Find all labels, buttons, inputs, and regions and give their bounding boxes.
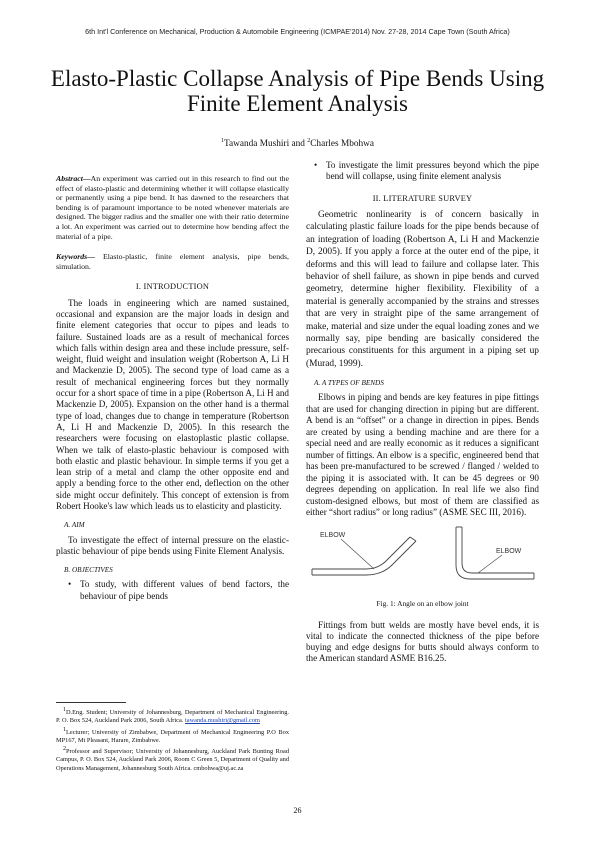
footnote-1-mark: 1 <box>63 707 66 713</box>
elbow-joint-diagram <box>306 525 539 591</box>
elbow-figure <box>306 525 539 594</box>
after-figure-paragraph: Fittings from butt welds are mostly have bevel ends, it is vital to indicate the connected thickness of the pipe before buying and edge designs for butts should always conform to the American standard ASME B16.25. <box>306 619 539 664</box>
paper-title: Elasto-Plastic Collapse Analysis of Pipe Bends Using Finite Element Analysis <box>50 66 545 116</box>
literature-heading: II. LITERATURE SURVEY <box>372 193 473 203</box>
keywords <box>56 252 289 271</box>
objectives-list-continued <box>306 160 539 183</box>
footnote-1-text: D.Eng. Student; University of Johannesburg, Department of Mechanical Engineering. P. O. Box 524, Auckland Park 2006, South Africa. <box>56 709 289 725</box>
objectives-heading: B. OBJECTIVES <box>64 566 113 575</box>
list-item <box>314 160 539 183</box>
figure-caption: Fig. 1: Angle on an elbow joint <box>376 599 469 609</box>
objectives-list <box>56 579 289 602</box>
footnote-rule <box>56 702 126 703</box>
elbow-right-outer <box>456 527 534 579</box>
intro-paragraph: The loads in engineering which are named sustained, occasional and expansion are the major loads in design and finite element categories that occur to pipes and leads to failure. Sustained loads are as a result of mechanical forces which falls within design area and these include pressure, self-weight, fluid weight and insulation weight (Robertson A, Li H and Mackenzie D, 2005). The second type of load came as a result of mechanical engineering forces but they normally occur for a short space of time in a pipe (Robertson A, Li H and Mackenzie D, 2005). Expansion on the other hand is a thermal type of load, changes due to change in temperature (Robertson A, Li H and Mackenzie D, 2005). In this research the researchers were focusing on elastoplastic plastic collapse. When we talk of elasto-plastic behaviour is composed with both elastic and plastic behaviour. In simple terms if you get a lean strip of a metal and clamp the other opposite end and apply a bending force to the other end, deflection on the other side might occur definitely. This concept of extension is from Robert Hooke's law which leads us to elasticity and plasticity. <box>56 297 289 511</box>
bullet-icon: • <box>314 160 318 170</box>
intro-heading: I. INTRODUCTION <box>135 282 210 292</box>
keywords-label: Keywords <box>56 252 88 262</box>
authors <box>0 138 595 149</box>
types-paragraph: Elbows in piping and bends are key features in pipe fittings that are used for changing direction in piping but are different. A bend is an “offset” or a change in direction in pipes. Bends are created by using a bending machine and are there for a special need and are really economic as it reduces a significant number of fittings. An elbow is a specific, engineered bend that has been pre-manufactured to be screwed / flanged / welded to the piping it is associated with. It can be 45 degrees or 90 degrees depending on application. In real life we also find custom-designed elbows, but most of them are classified as either “short radius” or long radius” (ASME SEC III, 2016). <box>306 392 539 518</box>
elbow-left-end <box>410 537 416 541</box>
author-1: Tawanda Mushiri and <box>223 139 308 150</box>
elbow-right-leader <box>478 555 502 573</box>
abstract-dash: — <box>82 174 91 183</box>
keywords-dash: — <box>87 252 103 262</box>
author-2: Charles Mbohwa <box>310 139 375 150</box>
footnote-2-mark: 2 <box>63 746 66 753</box>
footnote-1 <box>56 706 289 726</box>
elbow-left-drawing <box>312 537 416 575</box>
footnote-1-email-link[interactable]: tawanda.mushiri@gmail.com <box>185 717 260 725</box>
elbow-label-2: ELBOW <box>496 547 522 555</box>
right-column <box>306 160 539 665</box>
footnotes <box>56 702 289 773</box>
elbow-left-leader <box>341 539 374 569</box>
aim-paragraph: To investigate the effect of internal pressure on the elastic-plastic behaviour of pipe bends using Finite Element Analysis. <box>56 534 289 556</box>
left-column <box>56 170 289 605</box>
page-number: 26 <box>293 806 302 815</box>
footnote-2-text: Professor and Supervisor; University of Johannesburg, Auckland Park Bunting Road Campus, P. O. Box 524, Auckland Park 2006, Room C Green 5, Department of Quality and Operations Management, Johannesburg South Africa. cmbohwa@uj.ac.za <box>56 748 289 772</box>
footnote-1b-text: Lecturer; University of Zimbabwe, Department of Mechanical Engineering P.O Box MP167, Mt Pleasant, Harare, Zimbabwe. <box>56 728 289 744</box>
abstract <box>56 174 289 241</box>
conference-header: 6th Int'l Conference on Mechanical, Production & Automobile Engineering (ICMPAE'2014) Nov. 27-28, 2014 Cape Town (South Africa) <box>85 27 510 36</box>
footnote-1b-mark: 1 <box>63 726 66 733</box>
abstract-text: An experiment was carried out in this research to find out the effect of elasto-plastic and determining whether it will collapse elastically or permanently using a pipe bend. It has dawned to the researchers that bending is of paramount importance to be noted whenever materials are designed. The bigger radius and the smaller one with their ratio determine a lot. An experiment was carried out to determine how bending affect the material of a pipe. <box>56 174 289 241</box>
elbow-left-outer <box>312 537 410 569</box>
keywords-text: Elasto-plastic, finite element analysis, pipe bends, simulation. <box>56 252 289 271</box>
footnote-1b <box>56 726 289 746</box>
literature-paragraph: Geometric nonlinearity is of concern basically in calculating plastic failure loads for the pipe bends because of an integration of loading (Robertson A, Li H and Mackenzie D, 2005). If you apply a force at the outer end of the pipe, it deforms and this will lead to failure and collapse later. This behavior of shell failure, as shown in pipe bends and curved geometry, determine higher flexibility. Flexibility of a material is generally accompanied by the strains and stresses that are very in straight pipe of the same arrangement of make, material and size under the equal loading zones and we normally say, pipe bending are basically considered the precarious constituents for this argument in a piping set up (Murad, 1999). <box>306 209 539 369</box>
objective-2-text: To investigate the limit pressures beyond which the pipe bend will collapse, using finite element analysis <box>326 160 539 182</box>
types-heading: A. A TYPES OF BENDS <box>314 379 384 388</box>
objective-1-text: To study, with different values of bend factors, the behaviour of pipe bends <box>80 579 289 601</box>
list-item <box>68 579 289 602</box>
elbow-label-1: ELBOW <box>320 531 346 539</box>
abstract-label: Abstract <box>56 174 83 183</box>
author-2-affil-mark: 2 <box>307 138 311 144</box>
author-1-affil-mark: 1 <box>220 138 224 144</box>
elbow-right-drawing <box>456 527 534 579</box>
footnote-2 <box>56 745 289 773</box>
aim-heading: A. AIM <box>64 521 85 530</box>
bullet-icon: • <box>68 579 72 590</box>
